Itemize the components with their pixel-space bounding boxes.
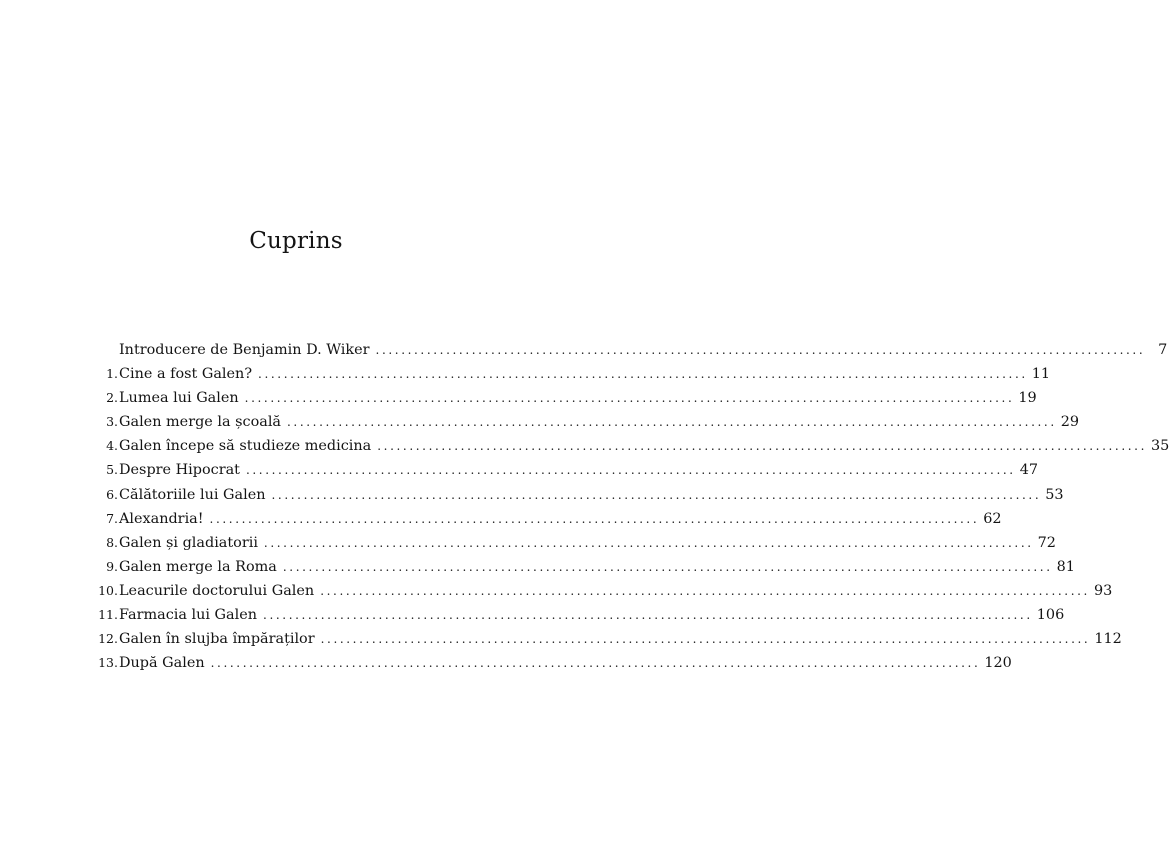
dot-leader: ........................................................................................................................ — [210, 656, 981, 671]
dot-leader: ........................................................................................................................ — [320, 632, 1091, 647]
toc-entry-page: 47 — [1019, 462, 1038, 479]
toc-entry-chapter-13 — [96, 651, 1012, 675]
toc-entry-chapter-7 — [96, 507, 1002, 531]
toc-entry-title: Alexandria! — [119, 510, 204, 527]
toc-entry-chapter-11 — [96, 603, 1065, 627]
dot-leader: ........................................................................................................................ — [287, 415, 1057, 430]
toc-entry-page: 81 — [1056, 558, 1075, 575]
toc-entry-title: Galen și gladiatorii — [119, 534, 258, 551]
toc-entry-chapter-2 — [96, 386, 1037, 410]
toc-entry-chapter-10 — [96, 579, 1113, 603]
toc-entry-page: 62 — [983, 510, 1002, 527]
table-of-contents — [96, 338, 1169, 675]
toc-entry-number: 8. — [106, 534, 118, 550]
dot-leader: ........................................................................................................................ — [263, 608, 1033, 623]
toc-entry-chapter-5 — [96, 458, 1038, 482]
toc-entry-number: 2. — [106, 390, 118, 406]
page-title: Cuprins — [249, 228, 343, 254]
toc-entry-chapter-3 — [96, 410, 1080, 434]
toc-entry-title: Galen în slujba împăraților — [119, 631, 315, 648]
dot-leader: ........................................................................................................................ — [271, 487, 1042, 502]
toc-entry-chapter-1 — [96, 362, 1051, 386]
toc-entry-chapter-8 — [96, 531, 1056, 555]
toc-entry-title: Leacurile doctorului Galen — [119, 582, 315, 599]
toc-entry-number: 11. — [98, 607, 118, 623]
toc-entry-number: 13. — [98, 655, 118, 671]
toc-entry-page: 11 — [1031, 366, 1051, 383]
toc-entry-page: 120 — [984, 655, 1012, 672]
toc-entry-number: 10. — [98, 582, 118, 598]
toc-entry-number: 9. — [106, 558, 118, 574]
toc-entry-title: După Galen — [119, 655, 205, 672]
toc-entry-title: Despre Hipocrat — [119, 462, 240, 479]
toc-entry-page: 72 — [1037, 534, 1056, 551]
toc-entry-title: Lumea lui Galen — [119, 390, 239, 407]
toc-entry-title: Galen merge la Roma — [119, 558, 277, 575]
toc-entry-title: Cine a fost Galen? — [119, 366, 253, 383]
toc-entry-number: 1. — [106, 366, 118, 382]
toc-entry-title: Farmacia lui Galen — [119, 607, 258, 624]
toc-entry-introduction — [96, 338, 1168, 362]
dot-leader: ........................................................................................................................ — [320, 583, 1090, 598]
dot-leader: ........................................................................................................................ — [375, 343, 1146, 357]
dot-leader: ........................................................................................................................ — [282, 559, 1053, 574]
dot-leader: ........................................................................................................................ — [258, 367, 1028, 382]
toc-entry-chapter-9 — [96, 555, 1075, 579]
toc-entry-page: 19 — [1018, 390, 1037, 407]
toc-entry-page: 112 — [1094, 631, 1122, 648]
toc-entry-page: 53 — [1045, 486, 1064, 503]
toc-entry-page: 106 — [1036, 607, 1065, 624]
dot-leader: ........................................................................................................................ — [263, 535, 1034, 550]
toc-entry-number: 5. — [106, 462, 118, 478]
toc-entry-number: 7. — [106, 510, 118, 526]
dot-leader: ........................................................................................................................ — [245, 463, 1016, 478]
toc-entry-title: Călătoriile lui Galen — [119, 486, 266, 503]
toc-entry-page: 7 — [1158, 342, 1168, 358]
toc-entry-number: 6. — [106, 486, 118, 502]
toc-entry-title: Introducere de Benjamin D. Wiker — [119, 342, 370, 358]
toc-entry-page: 93 — [1093, 582, 1113, 599]
toc-entry-page: 29 — [1060, 414, 1080, 431]
toc-entry-number: 3. — [106, 414, 118, 430]
toc-entry-title: Galen merge la școală — [119, 414, 282, 431]
toc-entry-chapter-4 — [96, 434, 1169, 458]
dot-leader: ........................................................................................................................ — [244, 391, 1015, 406]
toc-entry-chapter-12 — [96, 627, 1122, 651]
toc-entry-page: 35 — [1151, 438, 1169, 455]
toc-entry-number: 4. — [106, 438, 118, 454]
dot-leader: ........................................................................................................................ — [377, 439, 1147, 454]
toc-entry-number: 12. — [98, 631, 118, 647]
toc-entry-title: Galen începe să studieze medicina — [119, 438, 372, 455]
toc-entry-chapter-6 — [96, 483, 1064, 507]
dot-leader: ........................................................................................................................ — [209, 511, 980, 526]
